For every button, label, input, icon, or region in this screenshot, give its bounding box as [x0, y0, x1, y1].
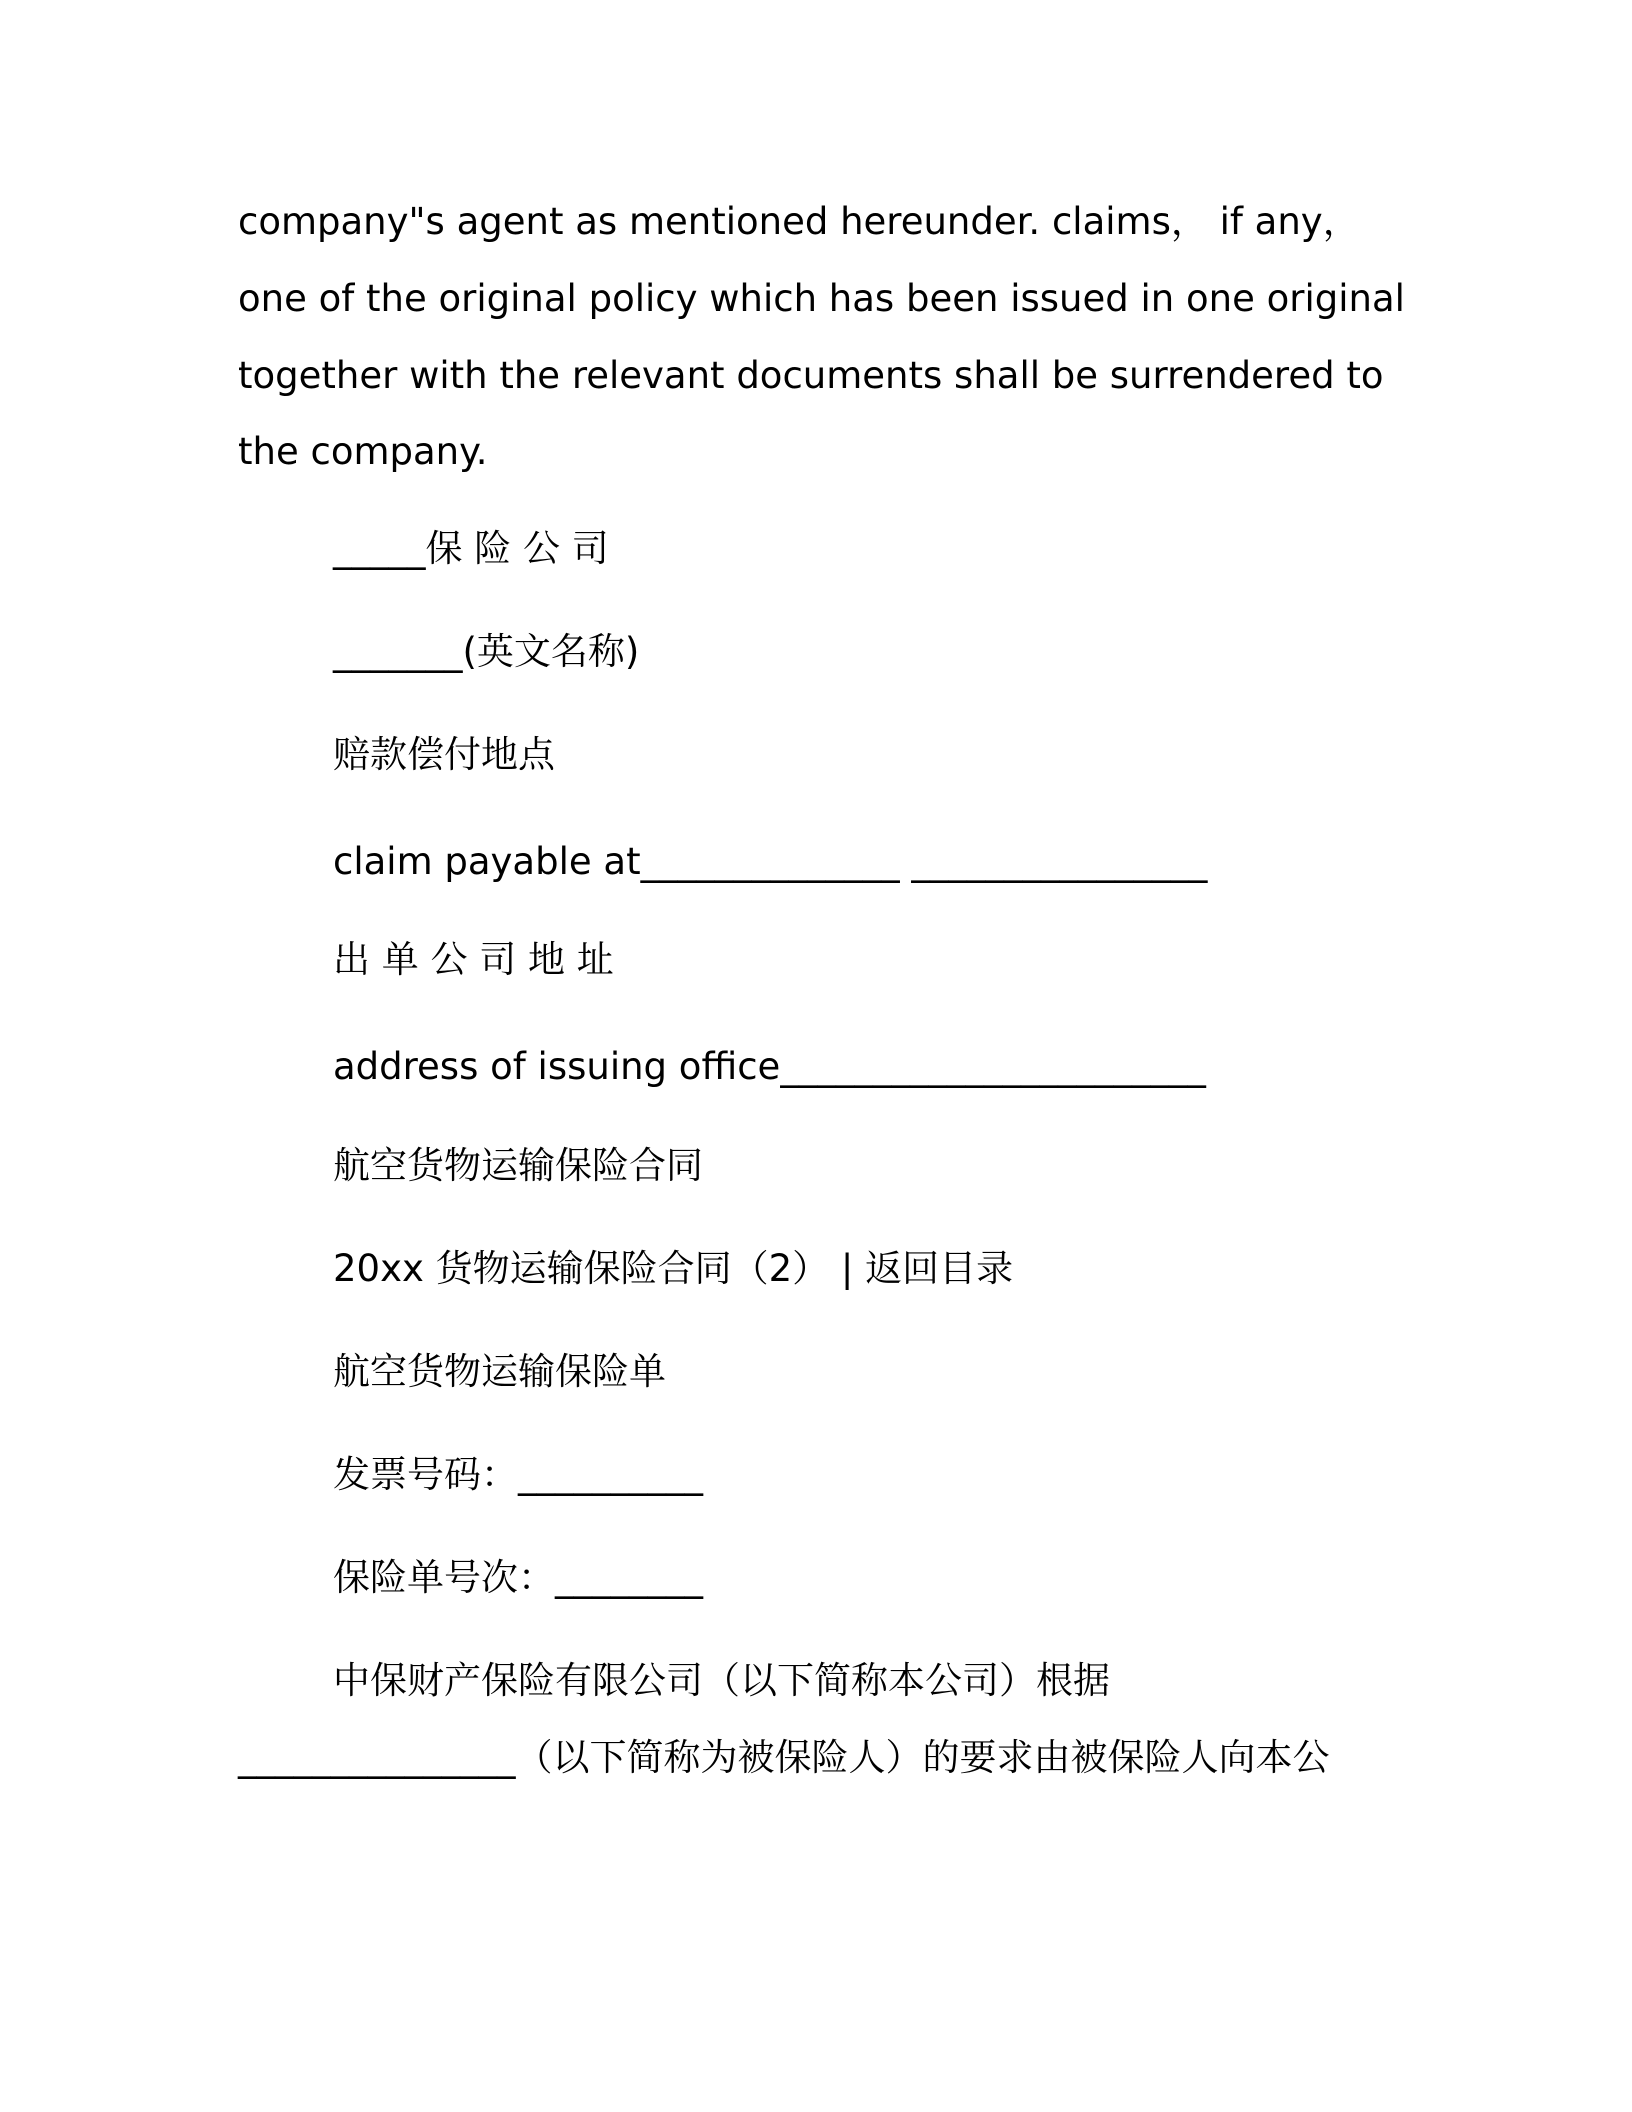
- english-name-line: _______(英文名称): [333, 630, 640, 673]
- issuing-address-label-cn: 出 单 公 司 地 址: [333, 938, 614, 981]
- company-name-line: _____保 险 公 司: [333, 527, 609, 570]
- issuing-address-line: address of issuing office_______________________: [333, 1045, 1206, 1088]
- claim-payable-line: claim payable at______________ ________________: [333, 840, 1208, 883]
- claim-place-label-cn: 赔款偿付地点: [333, 733, 555, 776]
- invoice-number-line: 发票号码：__________: [333, 1453, 703, 1496]
- closing-paragraph-line-1: 中保财产保险有限公司（以下简称本公司）根据: [333, 1659, 1110, 1702]
- contract-link-line[interactable]: 20xx 货物运输保险合同（2） | 返回目录: [333, 1247, 1014, 1290]
- paragraph-line-1: company"s agent as mentioned hereunder. claims， if any，: [238, 200, 1360, 243]
- contract-title: 航空货物运输保险合同: [333, 1144, 703, 1187]
- paragraph-line-4: the company.: [238, 430, 488, 473]
- paragraph-line-3: together with the relevant documents shall be surrendered to: [238, 354, 1384, 397]
- paragraph-line-2: one of the original policy which has been issued in one original: [238, 277, 1405, 320]
- policy-title: 航空货物运输保险单: [333, 1350, 666, 1393]
- policy-number-line: 保险单号次：________: [333, 1556, 703, 1599]
- closing-paragraph-line-2: _______________（以下简称为被保险人）的要求由被保险人向本公: [238, 1736, 1330, 1779]
